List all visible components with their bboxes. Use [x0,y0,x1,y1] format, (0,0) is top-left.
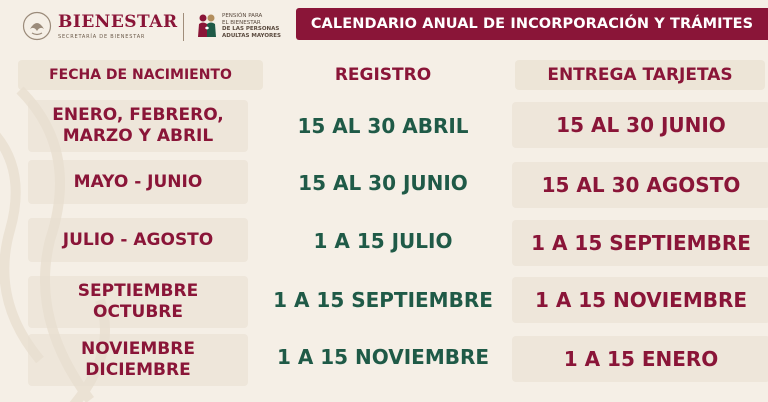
registro-date-cell: 15 AL 30 JUNIO [298,171,468,195]
birth-month-line: ENERO, FEBRERO, [52,105,224,125]
birth-month-line: DICIEMBRE [85,360,191,380]
entrega-date-cell: 1 A 15 NOVIEMBRE [512,277,768,323]
eagle-emblem-icon [22,11,52,41]
birth-month-cell [28,160,248,204]
column-header-entrega-tarjetas: ENTREGA TARJETAS [515,60,765,90]
page-title: CALENDARIO ANUAL DE INCORPORACIÓN Y TRÁMITES [310,16,754,32]
column-header-registro: REGISTRO [334,65,432,85]
entrega-date-cell: 1 A 15 SEPTIEMBRE [512,220,768,266]
birth-month-line: NOVIEMBRE [81,339,195,359]
entrega-date-cell: 15 AL 30 AGOSTO [512,162,768,208]
birth-month-line: SEPTIEMBRE [77,281,199,301]
program-line-4: ADULTAS MAYORES [222,32,281,39]
birth-month-cell [28,276,248,328]
birth-month-cell [28,334,248,386]
birth-month-line: OCTUBRE [93,302,183,322]
program-line-2: EL BIENESTAR [222,19,261,26]
birth-month-line: MARZO Y ABRIL [62,126,214,146]
entrega-date-cell: 15 AL 30 JUNIO [512,102,768,148]
header-divider [183,13,184,41]
registro-date-cell: 1 A 15 NOVIEMBRE [276,345,490,369]
column-header-birth-date: FECHA DE NACIMIENTO [18,60,263,90]
registro-date-cell: 15 AL 30 ABRIL [297,114,469,138]
header [0,0,768,52]
birth-month-cell [28,100,248,152]
program-line-1: PENSIÓN PARA [222,13,263,19]
registro-date-cell: 1 A 15 JULIO [313,229,453,253]
brand-subtitle: SECRETARÍA DE BIENESTAR [58,33,146,40]
bienestar-logo [22,11,178,41]
birth-month-cell [28,218,248,262]
elderly-couple-icon [196,13,218,39]
brand-name: BIENESTAR [58,11,178,32]
entrega-date-cell: 1 A 15 ENERO [512,336,768,382]
registro-date-cell: 1 A 15 SEPTIEMBRE [273,288,493,312]
birth-month-line: MAYO - JUNIO [73,171,203,192]
program-line-3: DE LAS PERSONAS [222,26,280,32]
birth-month-line: JULIO - AGOSTO [62,229,214,250]
title-banner [296,8,768,40]
pension-program-logo [196,13,281,39]
